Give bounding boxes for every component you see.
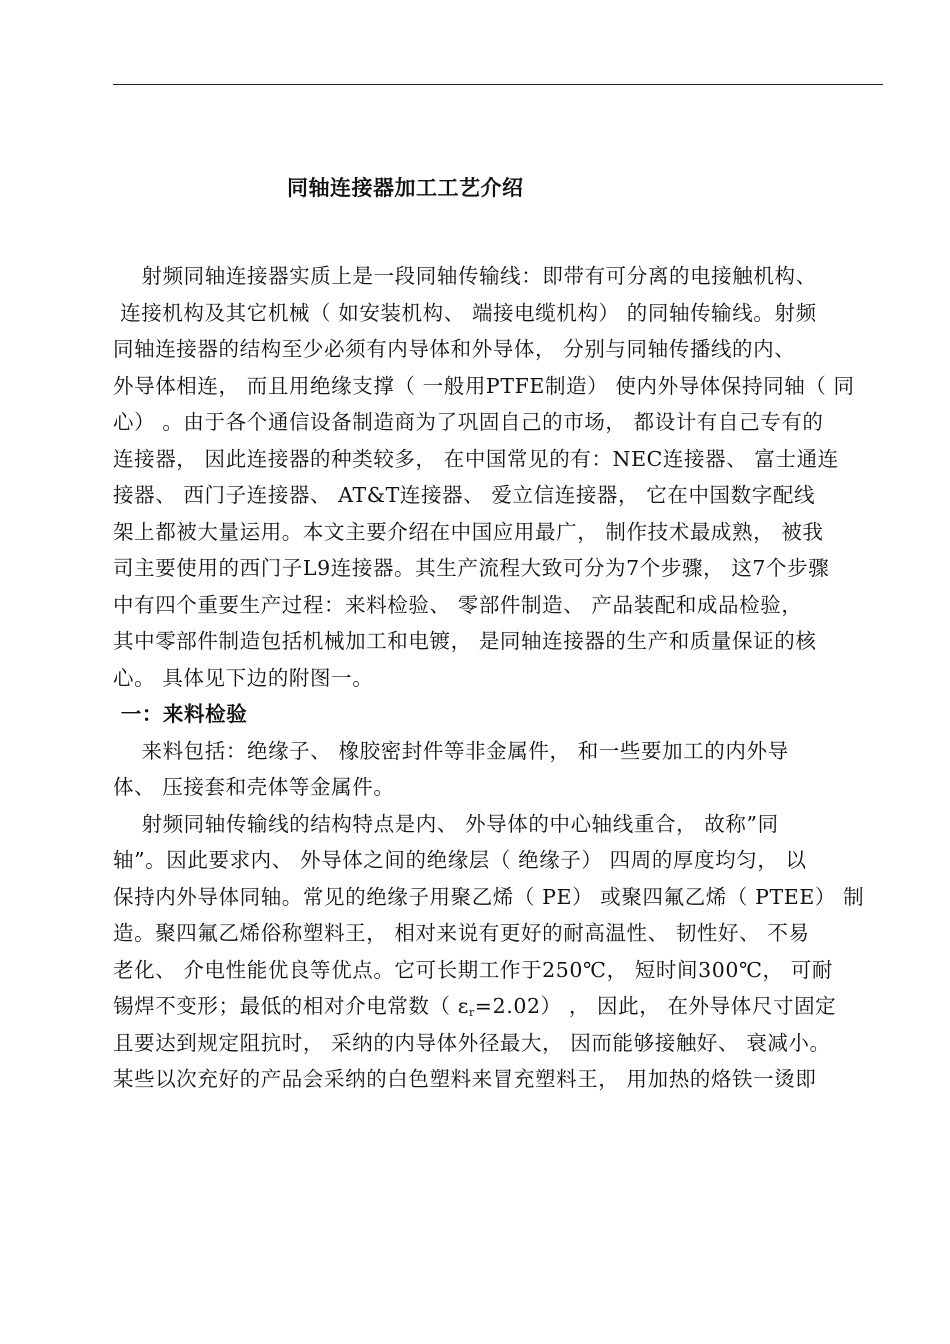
- paragraph-line: 连接机构及其它机械（ 如安装机构、 端接电缆机构） 的同轴传输线。射频: [113, 300, 817, 325]
- paragraph-line: 连接器， 因此连接器的种类较多， 在中国常见的有：NEC连接器、 富士通连: [113, 446, 839, 471]
- paragraph-line: 心） 。由于各个通信设备制造商为了巩固自己的市场， 都设计有自己专有的: [113, 410, 824, 434]
- subscript-r: r: [468, 1006, 475, 1019]
- paragraph-line: 造。聚四氟乙烯俗称塑料王， 相对来说有更好的耐高温性、 韧性好、 不易: [113, 921, 810, 945]
- paragraph-line: 外导体相连， 而且用绝缘支撑（ 一般用PTFE制造） 使内外导体保持同轴（ 同: [113, 373, 855, 398]
- paragraph-line: 轴”。因此要求内、 外导体之间的绝缘层（ 绝缘子） 四周的厚度均匀， 以: [113, 848, 807, 872]
- paragraph-line: 接器、 西门子连接器、 AT&T连接器、 爱立信连接器， 它在中国数字配线: [113, 483, 816, 507]
- paragraph-line: 保持内外导体同轴。常见的绝缘子用聚乙烯（ PE） 或聚四氟乙烯（ PTEE） 制: [113, 884, 865, 909]
- document-title: 同轴连接器加工工艺介绍: [287, 176, 524, 200]
- line-text: =2.02） ， 因此， 在外导体尺寸固定: [474, 994, 837, 1018]
- section-heading: 一：来料检验: [113, 702, 248, 726]
- paragraph-line: [113, 988, 913, 1025]
- paragraph-line: 来料包括：绝缘子、 橡胶密封件等非金属件， 和一些要加工的内外导: [113, 738, 789, 763]
- paragraph-line: 中有四个重要生产过程：来料检验、 零部件制造、 产品装配和成品检验，: [113, 592, 803, 617]
- paragraph-line: 其中零部件制造包括机械加工和电镀， 是同轴连接器的生产和质量保证的核: [113, 629, 817, 653]
- paragraph-line: 某些以次充好的产品会采纳的白色塑料来冒充塑料王， 用加热的烙铁一烫即: [113, 1067, 817, 1091]
- header-rule: [113, 84, 883, 85]
- paragraph-line: 同轴连接器的结构至少必须有内导体和外导体， 分别与同轴传播线的内、: [113, 337, 796, 361]
- paragraph-line: 司主要使用的西门子L9连接器。其生产流程大致可分为7个步骤， 这7个步骤: [113, 556, 830, 580]
- document-body: [113, 258, 913, 1098]
- paragraph-line: 老化、 介电性能优良等优点。它可长期工作于250℃， 短时间300℃， 可耐: [113, 957, 833, 982]
- line-text: 锡焊不变形；最低的相对介电常数（ ε: [113, 994, 469, 1018]
- paragraph-line: 射频同轴连接器实质上是一段同轴传输线：即带有可分离的电接触机构、: [113, 264, 817, 288]
- paragraph-line: 射频同轴传输线的结构特点是内、 外导体的中心轴线重合， 故称”同: [113, 811, 779, 836]
- paragraph-line: 体、 压接套和壳体等金属件。: [113, 775, 395, 799]
- paragraph-line: 且要达到规定阻抗时， 采纳的内导体外径最大， 因而能够接触好、 衰减小。: [113, 1030, 831, 1055]
- paragraph-line: 架上都被大量运用。本文主要介绍在中国应用最广， 制作技术最成熟， 被我: [113, 519, 824, 544]
- paragraph-line: 心。 具体见下边的附图一。: [113, 665, 374, 690]
